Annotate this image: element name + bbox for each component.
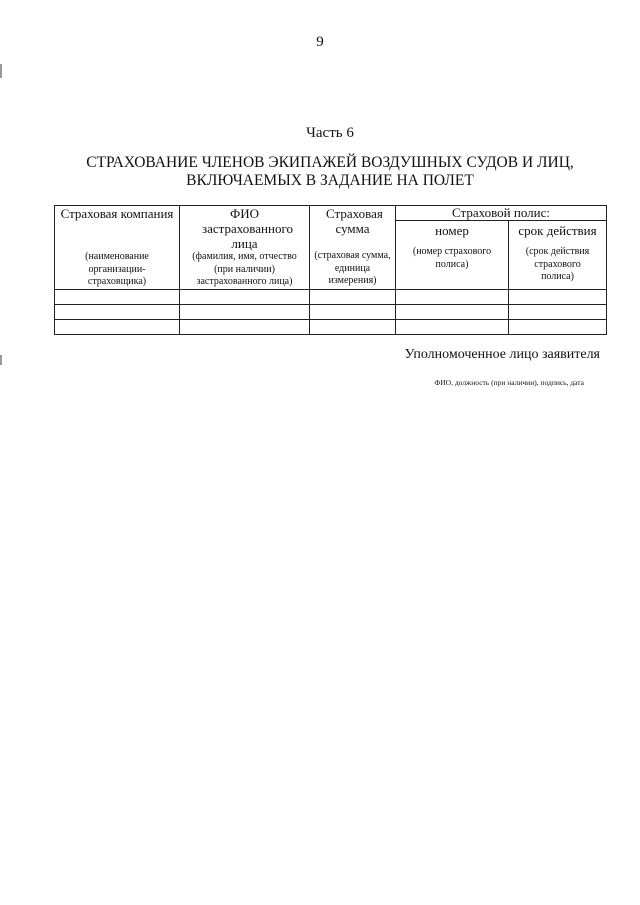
header-label: номер (435, 223, 469, 238)
header-policy-term (509, 221, 607, 290)
section-title-line: СТРАХОВАНИЕ ЧЛЕНОВ ЭКИПАЖЕЙ ВОЗДУШНЫХ СУДОВ И ЛИЦ, (86, 154, 574, 171)
table-cell[interactable] (55, 290, 180, 305)
insurance-table (54, 205, 607, 335)
header-label: ФИО застрахованного лица (202, 206, 293, 251)
table-cell[interactable] (509, 305, 607, 320)
authorized-person-label: Уполномоченное лицо заявителя (404, 347, 600, 362)
header-policy-number (396, 221, 509, 290)
header-insurance-company (55, 206, 180, 290)
table-cell[interactable] (509, 320, 607, 335)
table-cell[interactable] (310, 305, 396, 320)
header-insured-sum (310, 206, 396, 290)
table-cell[interactable] (396, 290, 509, 305)
scan-edge-mark (0, 64, 2, 78)
table-cell[interactable] (396, 320, 509, 335)
header-note: (страховая сумма, единица измерения) (314, 250, 391, 286)
signature-note: ФИО, должность (при наличии), подпись, дата (434, 378, 584, 387)
table-cell[interactable] (396, 305, 509, 320)
table-cell[interactable] (509, 290, 607, 305)
header-label: Страховая компания (60, 206, 174, 221)
section-title (0, 154, 640, 190)
table-row (55, 305, 607, 320)
table-row (55, 290, 607, 305)
header-note: (номер страхового полиса) (412, 246, 492, 270)
table-cell[interactable] (55, 320, 180, 335)
header-label: Страховая сумма (326, 206, 383, 236)
table-cell[interactable] (310, 290, 396, 305)
table-cell[interactable] (55, 305, 180, 320)
part-label: Часть 6 (306, 125, 354, 141)
header-note: (наименование организации-страховщика) (85, 251, 149, 287)
header-note: (срок действия страхового полиса) (525, 246, 590, 282)
table-cell[interactable] (180, 320, 310, 335)
header-insurance-policy: Страховой полис: (396, 206, 607, 221)
table-cell[interactable] (310, 320, 396, 335)
header-label: срок действия (518, 223, 597, 238)
table-cell[interactable] (180, 290, 310, 305)
table-cell[interactable] (180, 305, 310, 320)
page-number: 9 (316, 34, 324, 50)
header-note: (фамилия, имя, отчество (при наличии) застрахованного лица) (192, 251, 297, 287)
table-row (55, 320, 607, 335)
header-insured-name (180, 206, 310, 290)
section-title-line: ВКЛЮЧАЕМЫХ В ЗАДАНИЕ НА ПОЛЕТ (186, 172, 474, 189)
